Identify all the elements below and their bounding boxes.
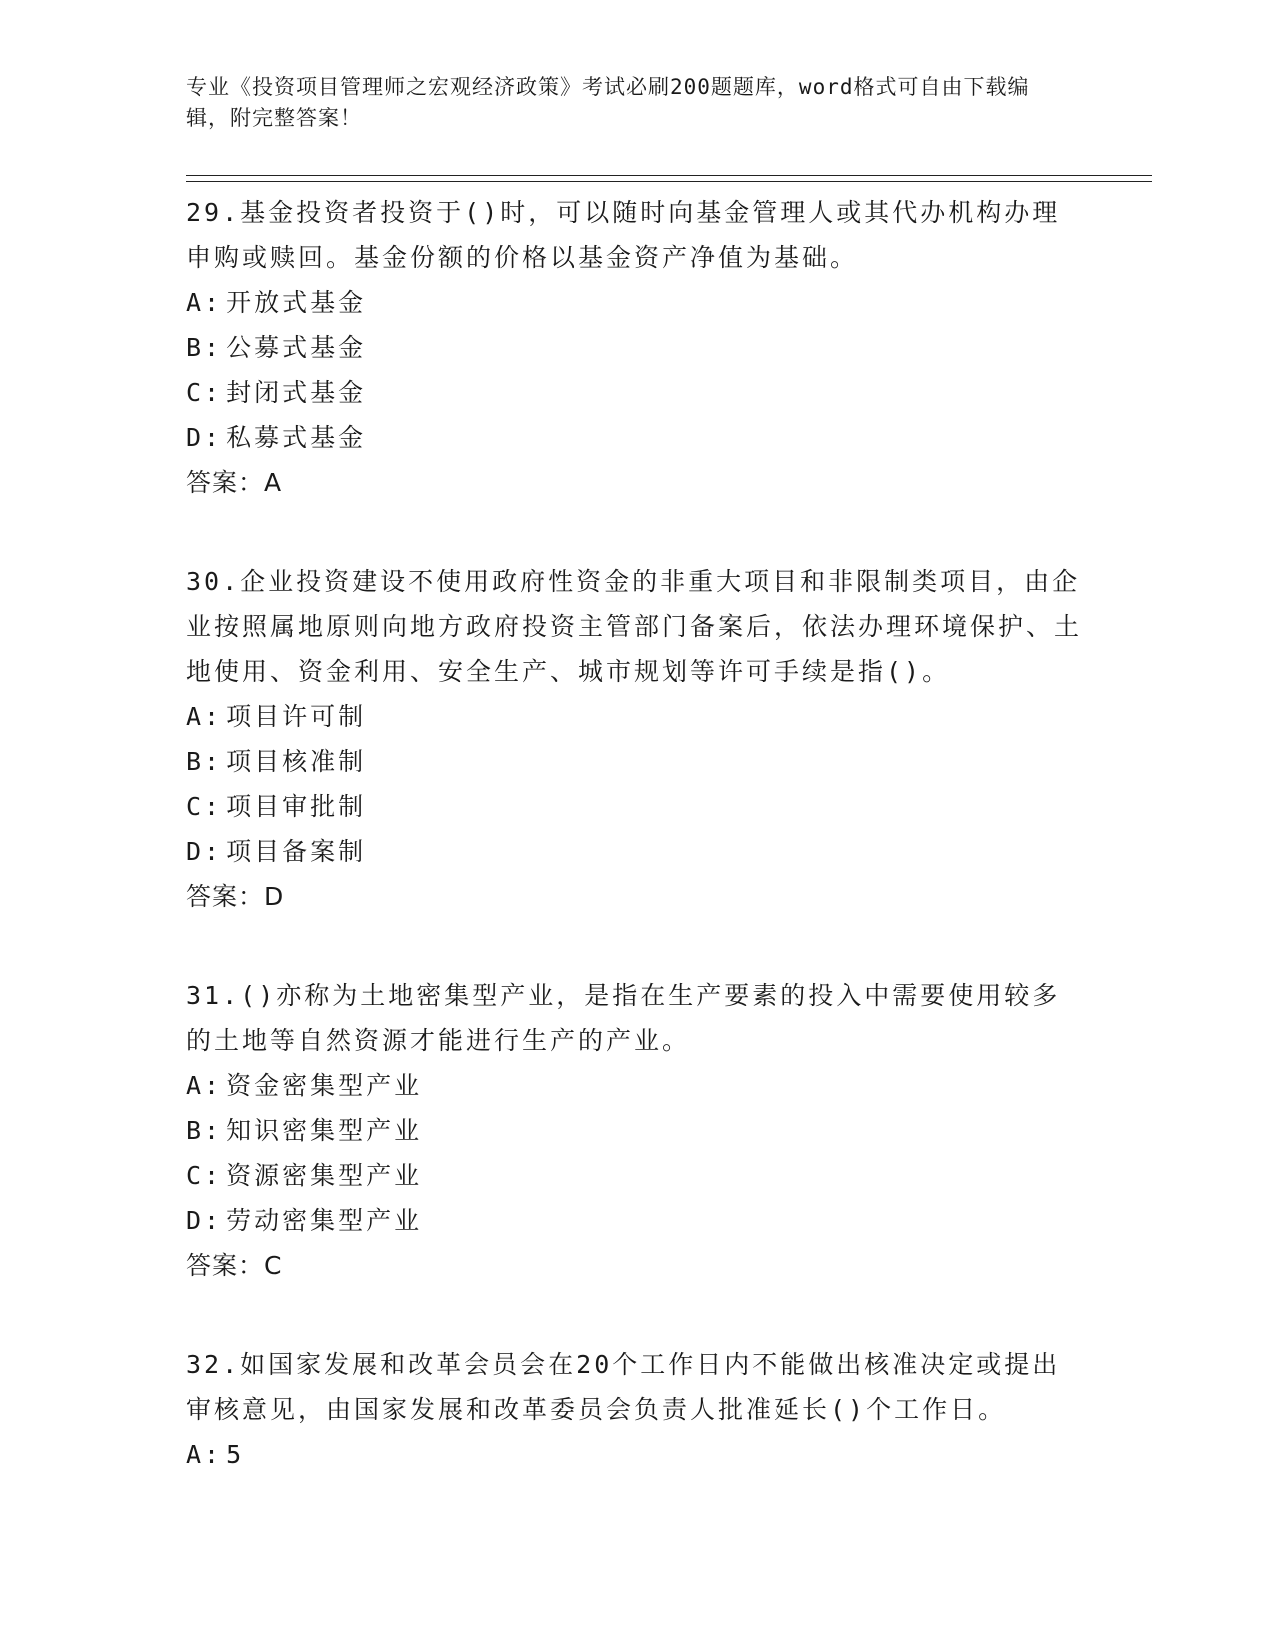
option-text: 公募式基金 (226, 333, 367, 362)
option-b (186, 325, 1086, 370)
answer-line: 答案：A (186, 468, 283, 497)
option-d (186, 1198, 1086, 1243)
question-31 (186, 971, 1086, 1288)
option-text: 项目审批制 (226, 792, 367, 821)
answer-line: 答案：C (186, 1251, 283, 1280)
question-stem: 31.()亦称为土地密集型产业，是指在生产要素的投入中需要使用较多的土地等自然资源才能进行生产的产业。 (186, 981, 1061, 1055)
option-text: 开放式基金 (226, 288, 367, 317)
option-text: 知识密集型产业 (226, 1116, 423, 1145)
option-c (186, 370, 1086, 415)
question-29 (186, 188, 1086, 505)
question-stem: 30.企业投资建设不使用政府性资金的非重大项目和非限制类项目，由企业按照属地原则向地方政府投资主管部门备案后，依法办理环境保护、土地使用、资金利用、安全生产、城市规划等许可手续是指()。 (186, 567, 1083, 686)
option-text: 封闭式基金 (226, 378, 367, 407)
option-c (186, 1153, 1086, 1198)
question-30 (186, 557, 1086, 919)
option-d (186, 415, 1086, 460)
option-a (186, 1063, 1086, 1108)
header-rule-bottom (186, 181, 1152, 182)
question-stem: 32.如国家发展和改革会员会在20个工作日内不能做出核准决定或提出审核意见，由国家发展和改革委员会负责人批准延长()个工作日。 (186, 1350, 1061, 1424)
option-letter: A: (186, 1440, 223, 1469)
option-text: 资源密集型产业 (226, 1161, 423, 1190)
header-rule-top (186, 175, 1152, 176)
option-letter: A: (186, 702, 223, 731)
question-stem: 29.基金投资者投资于()时，可以随时向基金管理人或其代办机构办理申购或赎回。基金份额的价格以基金资产净值为基础。 (186, 198, 1061, 272)
option-a (186, 280, 1086, 325)
option-letter: D: (186, 423, 223, 452)
option-letter: B: (186, 1116, 223, 1145)
option-text: 劳动密集型产业 (226, 1206, 423, 1235)
option-c (186, 784, 1086, 829)
answer-line: 答案：D (186, 882, 285, 911)
option-letter: C: (186, 1161, 223, 1190)
option-text: 5 (226, 1440, 245, 1469)
option-a (186, 1432, 1086, 1477)
option-a (186, 694, 1086, 739)
option-b (186, 1108, 1086, 1153)
option-letter: C: (186, 378, 223, 407)
option-letter: B: (186, 333, 223, 362)
question-list (186, 188, 1086, 1477)
option-d (186, 829, 1086, 874)
option-letter: B: (186, 747, 223, 776)
option-text: 项目许可制 (226, 702, 367, 731)
option-letter: D: (186, 1206, 223, 1235)
option-b (186, 739, 1086, 784)
question-32 (186, 1340, 1086, 1477)
option-letter: D: (186, 837, 223, 866)
document-header: 专业《投资项目管理师之宏观经济政策》考试必刷200题题库，word格式可自由下载编辑，附完整答案！ (186, 75, 1030, 130)
option-letter: A: (186, 1071, 223, 1100)
option-text: 资金密集型产业 (226, 1071, 423, 1100)
option-text: 项目核准制 (226, 747, 367, 776)
option-text: 项目备案制 (226, 837, 367, 866)
option-letter: A: (186, 288, 223, 317)
option-text: 私募式基金 (226, 423, 367, 452)
option-letter: C: (186, 792, 223, 821)
